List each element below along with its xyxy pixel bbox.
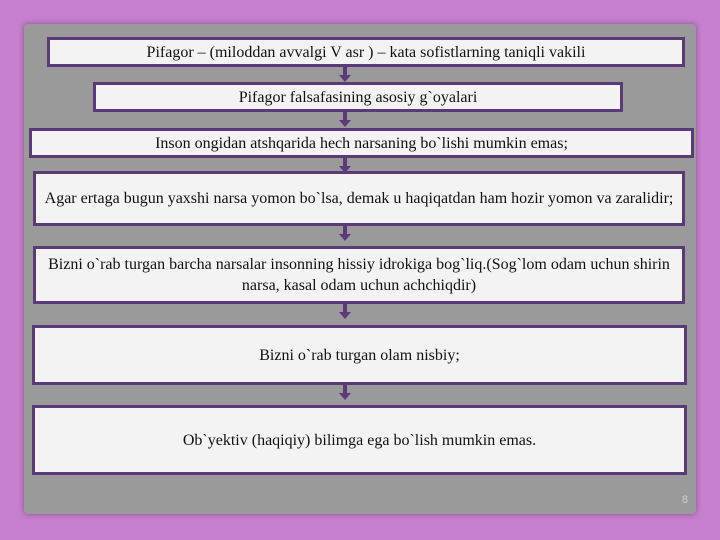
- flow-arrow-5: [339, 304, 351, 319]
- flow-box-relative-world: Bizni o`rab turgan olam nisbiy;: [32, 325, 687, 385]
- flow-box-objective-knowledge: Ob`yektiv (haqiqiy) bilimga ega bo`lish mumkin emas.: [32, 405, 687, 475]
- flow-arrow-4: [339, 226, 351, 241]
- flow-box-title: Pifagor – (miloddan avvalgi V asr ) – kata sofistlarning taniqli vakili: [47, 37, 685, 67]
- page-number: 8: [681, 494, 688, 506]
- flow-arrow-2: [339, 112, 351, 127]
- flow-arrow-1: [339, 67, 351, 82]
- flow-box-ideas: Pifagor falsafasining asosiy g`oyalari: [93, 82, 623, 112]
- flow-box-perception: Bizni o`rab turgan barcha narsalar insonning hissiy idrokiga bog`liq.(Sog`lom odam uchun shirin narsa, kasal odam uchun achchiqdir): [33, 246, 685, 304]
- flow-arrow-6: [339, 385, 351, 400]
- flow-box-good-bad: Agar ertaga bugun yaxshi narsa yomon bo`lsa, demak u haqiqatdan ham hozir yomon va zaralidir;: [33, 171, 685, 226]
- flow-box-consciousness: Inson ongidan atshqarida hech narsaning bo`lishi mumkin emas;: [29, 128, 694, 158]
